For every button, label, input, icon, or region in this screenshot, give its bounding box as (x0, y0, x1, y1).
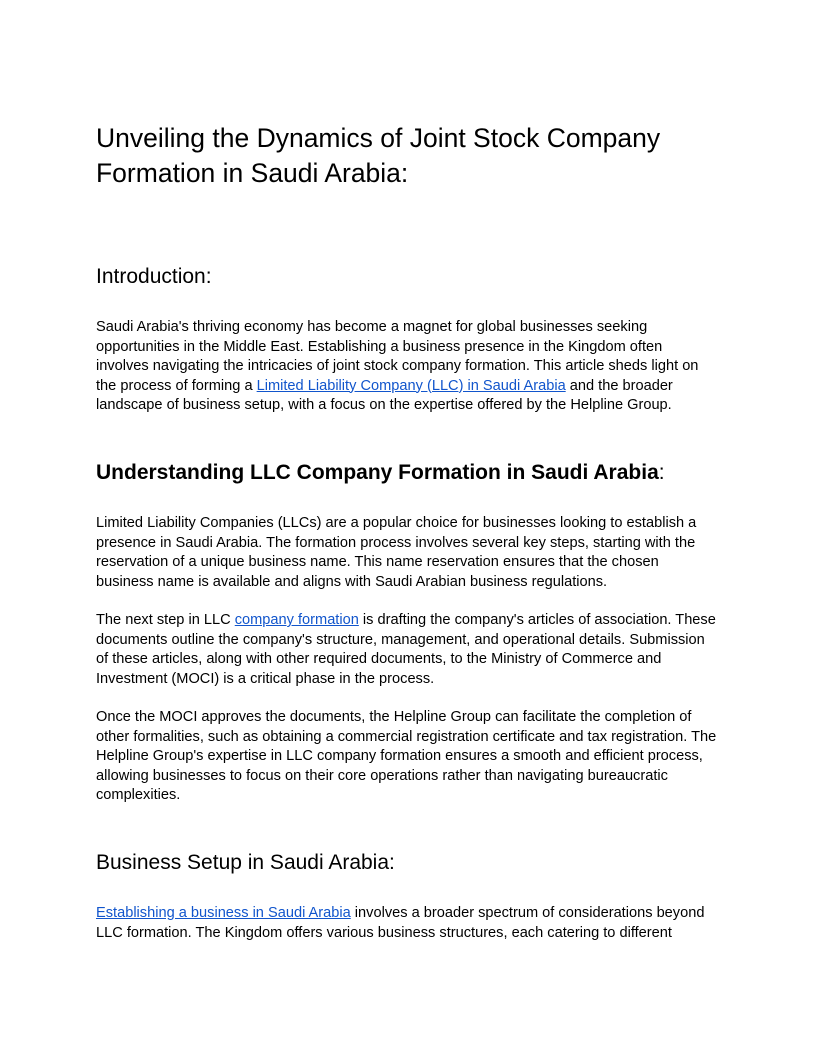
intro-line-4-post: and the broader (565, 377, 673, 394)
llc-p1-line-3: reservation of a unique business name. This name reservation ensures that the chosen (96, 554, 659, 570)
llc-heading-colon: : (658, 461, 665, 484)
llc-p2-line-4: Investment (MOCI) is a critical phase in the process. (96, 670, 435, 687)
llc-paragraph-2 (96, 611, 726, 689)
intro-line-1: Saudi Arabia's thriving economy has become a magnet for global businesses seeking (96, 319, 648, 335)
llc-formation-heading (96, 459, 665, 487)
llc-heading-text: Understanding LLC Company Formation in Saudi Arabia (96, 461, 659, 484)
llc-p1-line-4: business name is available and aligns with Saudi Arabian business regulations. (96, 573, 608, 590)
page-title (96, 121, 736, 191)
intro-line-2: opportunities in the Middle East. Establishing a business presence in the Kingdom often (96, 338, 663, 355)
llc-p2-line-2: documents outline the company's structure, management, and operational details. Submission (96, 631, 705, 648)
business-setup-heading: Business Setup in Saudi Arabia: (96, 851, 395, 874)
llc-p3-line-2: other formalities, such as obtaining a commercial registration certificate and tax registration. The (96, 728, 717, 745)
title-line-2: Formation in Saudi Arabia: (96, 158, 409, 188)
intro-line-4-pre: the process of forming a (96, 377, 257, 394)
llc-p2-line-1-post: is drafting the company's articles of association. These (358, 612, 716, 628)
llc-p2-line-1-pre: The next step in LLC (96, 612, 235, 628)
llc-p2-line-1 (96, 611, 726, 631)
setup-line-1 (96, 904, 726, 924)
business-setup-paragraph (96, 904, 726, 943)
llc-p2-line-3: of these articles, along with other required documents, to the Ministry of Commerce and (96, 651, 662, 667)
introduction-paragraph (96, 318, 726, 416)
intro-line-4 (96, 377, 726, 397)
llc-paragraph-3 (96, 708, 726, 806)
setup-line-1-post: involves a broader spectrum of considerations beyond (350, 905, 705, 921)
introduction-heading: Introduction: (96, 265, 212, 288)
llc-saudi-arabia-link[interactable]: Limited Liability Company (LLC) in Saudi Arabia (256, 377, 566, 394)
title-line-1: Unveiling the Dynamics of Joint Stock Company (96, 123, 661, 153)
llc-p3-line-5: complexities. (96, 787, 181, 803)
setup-line-2: LLC formation. The Kingdom offers various business structures, each catering to different (96, 924, 672, 941)
establishing-business-link[interactable]: Establishing a business in Saudi Arabia (96, 905, 351, 921)
llc-p3-line-1: Once the MOCI approves the documents, the Helpline Group can facilitate the completion of (96, 709, 692, 725)
llc-p1-line-1: Limited Liability Companies (LLCs) are a popular choice for businesses looking to establish a (96, 515, 697, 531)
llc-paragraph-1 (96, 514, 726, 592)
intro-line-5: landscape of business setup, with a focus on the expertise offered by the Helpline Group. (96, 397, 672, 413)
company-formation-link[interactable]: company formation (234, 612, 359, 628)
llc-p3-line-3: Helpline Group's expertise in LLC company formation ensures a smooth and efficient process, (96, 748, 703, 764)
llc-p1-line-2: presence in Saudi Arabia. The formation process involves several key steps, starting with the (96, 534, 696, 551)
intro-line-3: involves navigating the intricacies of joint stock company formation. This article sheds light on (96, 358, 699, 374)
llc-p3-line-4: allowing businesses to focus on their core operations rather than navigating bureaucratic (96, 767, 668, 784)
